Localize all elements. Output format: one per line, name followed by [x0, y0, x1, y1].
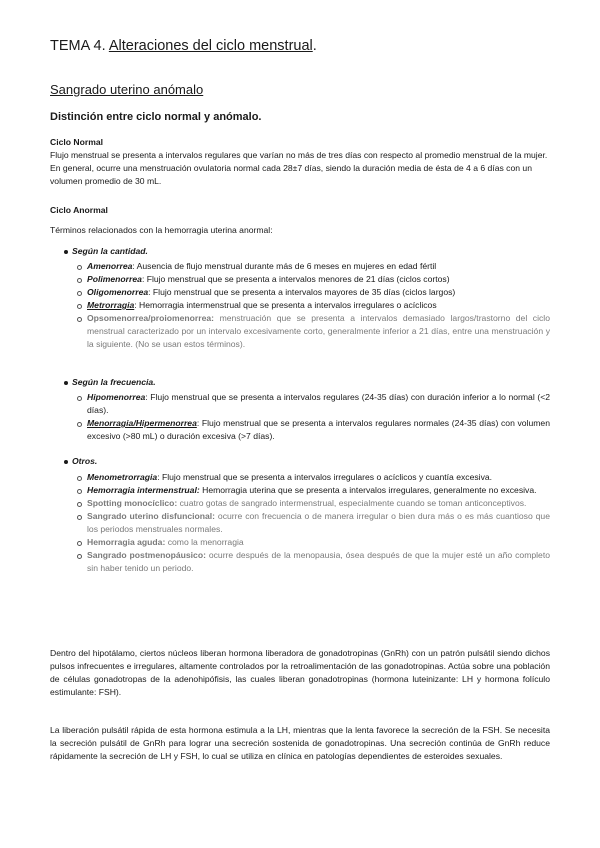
list-item: Oligomenorrea: Flujo menstrual que se presenta a intervalos mayores de 35 días (ciclos largos) — [76, 286, 550, 299]
circle-bullet-icon — [77, 422, 82, 427]
list-item: Menorragia/Hipermenorrea: Flujo menstrual que se presenta a intervalos regulares normales (24-35 días) con volumen excesivo (>80 mL) o duración excesiva (>7 días). — [76, 417, 550, 443]
bullet-icon — [64, 381, 68, 385]
list-item: Polimenorrea: Flujo menstrual que se presenta a intervalos menores de 21 días (ciclos cortos) — [76, 273, 550, 286]
list-item: Hemorragia intermenstrual: Hemorragia uterina que se presenta a intervalos irregulares, generalmente no excesiva. — [76, 484, 550, 497]
document-title: TEMA 4. Alteraciones del ciclo menstrual. — [50, 38, 317, 54]
list-item: Metrorragia: Hemorragia intermenstrual que se presenta a intervalos irregulares o acíclicos — [76, 299, 550, 312]
list-item: Opsomenorrea/proiomenorrea: menstruación que se presenta a intervalos demasiado largos/trastorno del ciclo menstrual caracterizado por un intervalo excesivamente corto, generalmente inferior a 21 días, entre una menstruación y la siguiente. (No se usan estos términos). — [76, 312, 550, 351]
group-frequency-list — [76, 391, 550, 443]
circle-bullet-icon — [77, 476, 82, 481]
circle-bullet-icon — [77, 502, 82, 507]
circle-bullet-icon — [77, 265, 82, 270]
circle-bullet-icon — [77, 278, 82, 283]
paragraph-hypothalamus: Dentro del hipotálamo, ciertos núcleos liberan hormona liberadora de gonadotropinas (GnRh) con un patrón pulsátil siendo dichos pulsos infrecuentes e irregulares, altamente controlados por la retroalimentación de las gonadotropinas. Actúa sobre una población de células gonadotropas de la adenohipófisis, las cuales liberan gonadotropinas (hormona luteinizante: LH y hormona folículo estimulante: FSH). — [50, 648, 550, 697]
circle-bullet-icon — [77, 304, 82, 309]
list-item: Sangrado uterino disfuncional: ocurre con frecuencia o de manera irregular o bien dura más o es más cuantioso que los periodos menstruales normales. — [76, 510, 550, 536]
list-item: Hemorragia aguda: como la menorragia — [76, 536, 550, 549]
circle-bullet-icon — [77, 396, 82, 401]
group-others-list — [76, 471, 550, 575]
abnormal-cycle-intro: Términos relacionados con la hemorragia uterina anormal: — [50, 225, 273, 235]
list-item: Amenorrea: Ausencia de flujo menstrual durante más de 6 meses en mujeres en edad fértil — [76, 260, 550, 273]
circle-bullet-icon — [77, 541, 82, 546]
group-label: Según la cantidad. — [64, 245, 148, 258]
normal-cycle-heading: Ciclo Normal — [50, 137, 104, 147]
list-item: Spotting monocíclico: cuatro gotas de sangrado intermenstrual, especialmente cuando se toman anticonceptivos. — [76, 497, 550, 510]
circle-bullet-icon — [77, 554, 82, 559]
bullet-icon — [64, 250, 68, 254]
circle-bullet-icon — [77, 515, 82, 520]
bullet-icon — [64, 460, 68, 464]
list-item: Menometrorragia: Flujo menstrual que se presenta a intervalos irregulares o acíclicos y cuantía excesiva. — [76, 471, 550, 484]
normal-cycle-text: Flujo menstrual se presenta a intervalos regulares que varían no más de tres días con respecto al promedio menstrual de la mujer. En general, ocurre una menstruación ovulatoria normal cada 28±7 días, siendo la duración media de ésta de 4 a 6 días con un volumen promedio de 30 mL. — [50, 150, 548, 186]
list-item: Hipomenorrea: Flujo menstrual que se presenta a intervalos regulares (24-35 días) con duración inferior a lo normal (<2 días). — [76, 391, 550, 417]
paragraph-gnrh-release: La liberación pulsátil rápida de esta hormona estimula a la LH, mientras que la lenta favorece la secreción de la FSH. Se necesita la secreción pulsátil de GnRh para lograr una secreción sostenida de gonadotropinas. Una secreción continúa de GnRh reduce rápidamente la secreción de LH y FSH, lo cual se utiliza en clínica en patologías dependientes de esteroides sexuales. — [50, 725, 550, 761]
list-item: Sangrado postmenopáusico: ocurre después de la menopausia, ósea después de que la mujer esté un año completo sin haber tenido un periodo. — [76, 549, 550, 575]
group-quantity-list — [76, 260, 550, 351]
circle-bullet-icon — [77, 291, 82, 296]
circle-bullet-icon — [77, 489, 82, 494]
group-label: Otros. — [64, 455, 97, 468]
section-title: Sangrado uterino anómalo — [50, 82, 204, 97]
subsection-title: Distinción entre ciclo normal y anómalo. — [50, 111, 262, 123]
title-main: Alteraciones del ciclo menstrual — [108, 38, 313, 54]
group-label: Según la frecuencia. — [64, 376, 156, 389]
abnormal-cycle-heading: Ciclo Anormal — [50, 205, 108, 215]
circle-bullet-icon — [77, 317, 82, 322]
